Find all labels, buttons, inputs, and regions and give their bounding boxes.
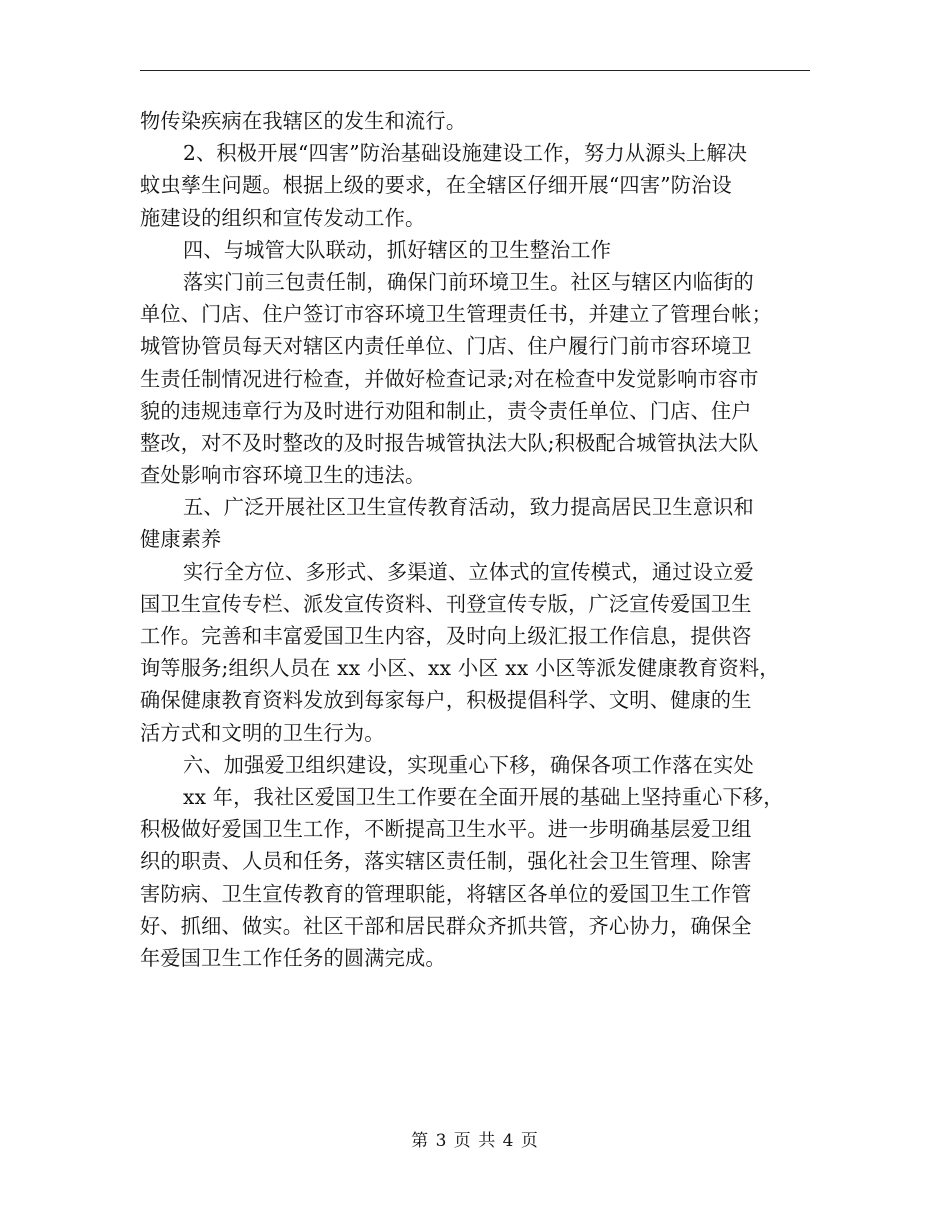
text-line: 2、积极开展“四害”防治基础设施建设工作，努力从源头上解决 (183, 141, 748, 166)
text-line: 物传染疾病在我辖区的发生和流行。 (140, 109, 467, 133)
text-line: 活方式和文明的卫生行为。 (140, 720, 385, 745)
text-line: 整改，对不及时整改的及时报告城管执法大队;积极配合城管执法大队 (140, 430, 759, 455)
text-line: 生责任制情况进行检查，并做好检查记录;对在检查中发觉影响市容市 (140, 366, 759, 391)
text-line: 工作。完善和丰富爱国卫生内容，及时向上级汇报工作信息，提供咨 (140, 624, 752, 648)
document-body (140, 105, 812, 974)
text-line: 五、广泛开展社区卫生宣传教育活动，致力提高居民卫生意识和 (183, 495, 754, 520)
text-line: xx 年，我社区爱国卫生工作要在全面开展的基础上坚持重心下移， (183, 784, 784, 809)
text-line: 单位、门店、住户签订市容环境卫生管理责任书，并建立了管理台帐； (140, 302, 773, 327)
text-line: 查处影响市容环境卫生的违法。 (140, 463, 426, 488)
text-line: 积极做好爱国卫生工作，不断提高卫生水平。进一步明确基层爱卫组 (140, 817, 752, 842)
text-line: 四、与城管大队联动，抓好辖区的卫生整治工作 (183, 237, 612, 262)
text-line: 貌的违规违章行为及时进行劝阻和制止，责令责任单位、门店、住户 (140, 398, 752, 423)
text-line: 蚊虫孳生问题。根据上级的要求，在全辖区仔细开展“四害”防治设 (140, 173, 732, 198)
text-line: 确保健康教育资料发放到每家每户，积极提倡科学、文明、健康的生 (140, 688, 752, 713)
page-number-footer: 第 3 页 共 4 页 (411, 1131, 539, 1151)
text-line: 实行全方位、多形式、多渠道、立体式的宣传模式，通过设立爱 (183, 559, 754, 584)
text-line: 城管协管员每天对辖区内责任单位、门店、住户履行门前市容环境卫 (140, 334, 752, 359)
text-line: 国卫生宣传专栏、派发宣传资料、刊登宣传专版，广泛宣传爱国卫生 (140, 591, 752, 616)
text-line: 织的职责、人员和任务，落实辖区责任制，强化社会卫生管理、除害 (140, 849, 752, 874)
header-rule (140, 70, 810, 71)
text-line: 询等服务;组织人员在 xx 小区、xx 小区 xx 小区等派发健康教育资料， (140, 656, 780, 681)
text-line: 好、抓细、做实。社区干部和居民群众齐抓共管，齐心协力，确保全 (140, 913, 752, 938)
text-line: 健康素养 (140, 527, 222, 552)
text-line: 落实门前三包责任制，确保门前环境卫生。社区与辖区内临街的 (183, 269, 754, 294)
text-line: 年爱国卫生工作任务的圆满完成。 (140, 945, 446, 970)
text-line: 害防病、卫生宣传教育的管理职能，将辖区各单位的爱国卫生工作管 (140, 881, 752, 906)
text-line: 施建设的组织和宣传发动工作。 (140, 205, 426, 230)
text-line: 六、加强爱卫组织建设，实现重心下移，确保各项工作落在实处 (183, 752, 754, 777)
